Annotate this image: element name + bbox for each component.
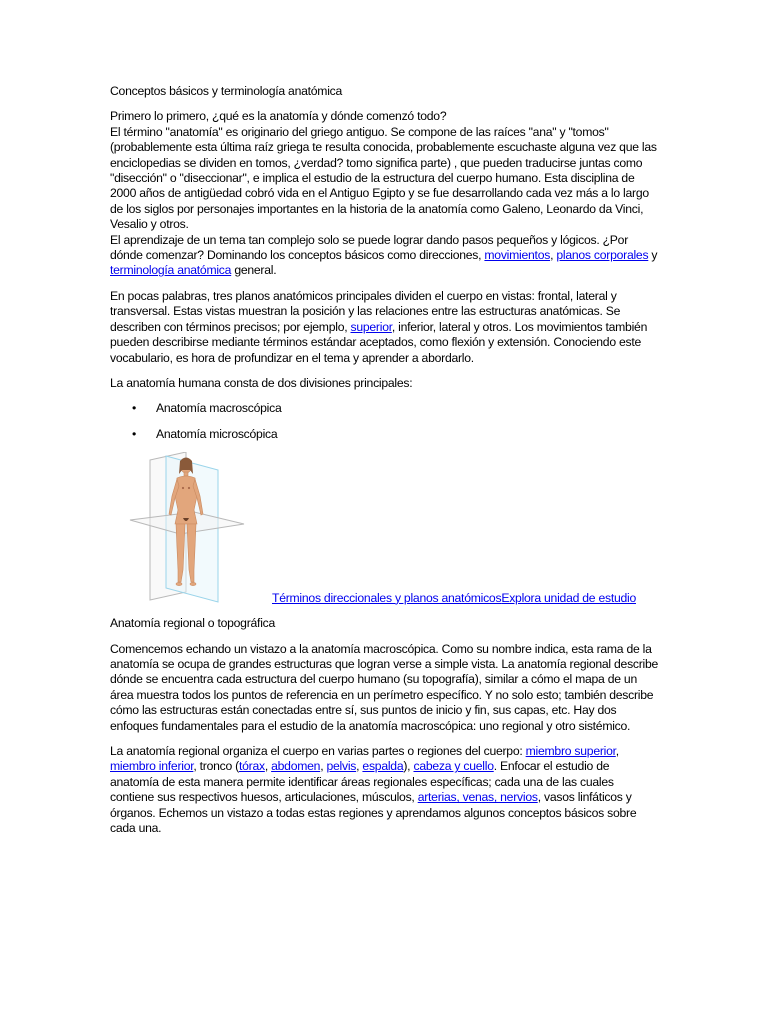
intro-question: Primero lo primero, ¿qué es la anatomía y dónde comenzó todo? xyxy=(110,109,447,124)
link-miembro-superior[interactable]: miembro superior xyxy=(525,743,616,758)
learn-suffix: general. xyxy=(231,263,277,278)
link-miembro-inferior[interactable]: miembro inferior xyxy=(110,759,194,774)
regions-paragraph xyxy=(110,744,660,836)
anatomical-planes-illustration xyxy=(128,452,246,604)
list-item: • Anatomía microscópica xyxy=(156,427,660,442)
regions-text: La anatomía regional organiza el cuerpo en varias partes o regiones del cuerpo: xyxy=(110,743,526,758)
learn-prefix: El aprendizaje de un tema tan complejo solo se puede lograr dando pasos pequeños y lógicos. ¿Por dónde comenzar? Dominando los conceptos básicos como direcciones, xyxy=(110,232,629,263)
link-terminologia-anatomica[interactable]: terminología anatómica xyxy=(110,263,232,278)
link-terminos-direccionales[interactable]: Términos direccionales y planos anatómicos xyxy=(272,590,502,605)
link-torax[interactable]: tórax xyxy=(238,759,265,774)
planes-text: En pocas palabras, tres planos anatómicos principales dividen el cuerpo en vistas: frontal, lateral y transversal. Estas vistas muestran la posición y las relaciones entre las estructuras anatómicas. Se describen con términos precisos; por ejemplo, xyxy=(110,288,621,334)
link-arterias-venas-nervios[interactable]: arterias, venas, nervios xyxy=(417,790,538,805)
text-separator: , xyxy=(264,759,272,774)
link-pelvis[interactable]: pelvis xyxy=(326,759,357,774)
text-separator: , tronco ( xyxy=(193,759,239,774)
text-separator: , xyxy=(320,759,327,774)
regions-text: . Enfocar el estudio de anatomía de esta manera permite identificar áreas regionales específicas; cada una de las cuales contiene sus respectivos huesos, articulaciones, músculos, xyxy=(110,759,614,805)
link-planos-corporales[interactable]: planos corporales xyxy=(556,248,649,263)
document-title: Conceptos básicos y terminología anatómica xyxy=(110,84,343,98)
text-separator: ), xyxy=(403,759,414,774)
link-abdomen[interactable]: abdomen xyxy=(271,759,321,774)
link-movimientos[interactable]: movimientos xyxy=(484,248,551,263)
text-separator: , xyxy=(356,759,363,774)
list-item: • Anatomía macroscópica xyxy=(156,401,660,416)
regions-text-end: , vasos linfáticos y órganos. Echemos un vistazo a todas estas regiones y aprendamos algunos conceptos básicos sobre cada una. xyxy=(110,790,637,835)
text-separator: , xyxy=(550,248,557,263)
text-separator: , xyxy=(615,743,619,758)
intro-body: El término "anatomía" es originario del griego antiguo. Se compone de las raíces "ana" y "tomos" (probablemente esta última raíz griega te resulta conocida, probablemente escuchaste alguna vez que las enciclopedias se dividen en tomos, ¿verdad? tomo significa parte) , que pueden traducirse juntas como "disección" o "diseccionar", e implica el estudio de la estructura del cuerpo humano. Esta disciplina de 2000 años de antigüedad cobró vida en el Antiguo Egipto y se fue desarrollando cada vez más a lo largo de los siglos por personajes importantes en la historia de la anatomía como Galeno, Leonardo da Vinci, Vesalio y otros. xyxy=(110,124,657,232)
figure-links xyxy=(272,591,636,606)
text-separator: y xyxy=(648,248,658,263)
intro-section xyxy=(110,109,660,278)
link-cabeza-y-cuello[interactable]: cabeza y cuello xyxy=(413,759,494,774)
link-espalda[interactable]: espalda xyxy=(362,759,404,774)
planes-text-end: , inferior, lateral y otros. Los movimientos también pueden describirse mediante términos estándar aceptados, como flexión y extensión. Conociendo este vocabulario, es hora de profundizar en el tema y aprender a abordarlo. xyxy=(110,319,648,365)
link-superior[interactable]: superior xyxy=(350,319,392,334)
regional-heading: Anatomía regional o topográfica xyxy=(110,616,276,631)
figure-row xyxy=(110,452,660,606)
link-explora-unidad[interactable]: Explora unidad de estudio xyxy=(501,590,636,605)
planes-paragraph xyxy=(110,289,660,366)
divisions-list xyxy=(110,401,660,442)
divisions-intro: La anatomía humana consta de dos divisiones principales: xyxy=(110,375,413,390)
regional-paragraph: Comencemos echando un vistazo a la anatomía macroscópica. Como su nombre indica, esta rama de la anatomía se ocupa de grandes estructuras que logran verse a simple vista. La anatomía regional describe dónde se encuentra cada estructura del cuerpo humano (su topografía), similar a cómo el mapa de un área muestra todos los puntos de referencia en un perímetro específico. Y no solo esto; también describe cómo las estructuras están conectadas entre sí, sus puntos de inicio y fin, sus capas, etc. Hay dos enfoques fundamentales para el estudio de la anatomía macroscópica: uno regional y otro sistémico. xyxy=(110,641,659,733)
